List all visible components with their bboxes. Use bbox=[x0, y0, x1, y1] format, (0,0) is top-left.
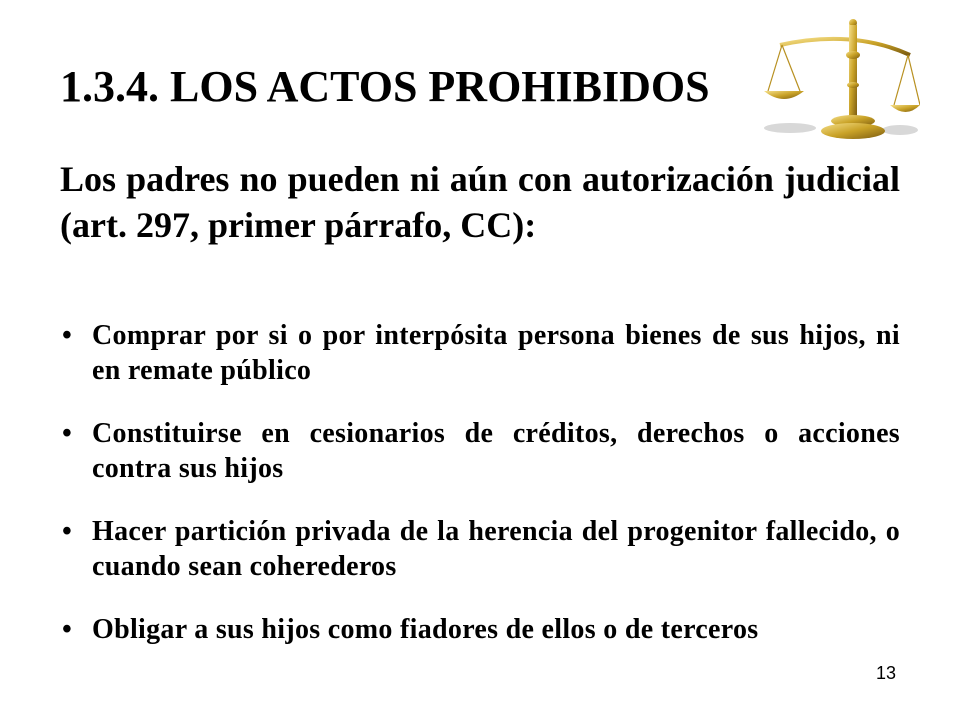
prohibited-acts-list bbox=[60, 318, 900, 675]
intro-paragraph: Los padres no pueden ni aún con autorización judicial (art. 297, primer párrafo, CC): bbox=[60, 159, 900, 245]
bullet-icon: • bbox=[62, 418, 73, 449]
list-item-text: Hacer partición privada de la herencia del progenitor fallecido, o cuando sean coherederos bbox=[92, 516, 900, 582]
bullet-icon: • bbox=[62, 516, 73, 547]
list-item bbox=[60, 514, 900, 584]
slide-title: 1.3.4. LOS ACTOS PROHIBIDOS bbox=[60, 62, 710, 111]
bullet-icon: • bbox=[62, 614, 73, 645]
list-item bbox=[60, 318, 900, 388]
bullet-icon: • bbox=[62, 320, 73, 351]
list-item-text: Comprar por si o por interpósita persona bienes de sus hijos, ni en remate público bbox=[92, 320, 900, 386]
list-item-text: Constituirse en cesionarios de créditos, derechos o acciones contra sus hijos bbox=[92, 418, 900, 484]
list-item-text: Obligar a sus hijos como fiadores de ellos o de terceros bbox=[92, 614, 759, 645]
list-item bbox=[60, 612, 900, 647]
list-item bbox=[60, 416, 900, 486]
page-number: 13 bbox=[876, 663, 897, 683]
